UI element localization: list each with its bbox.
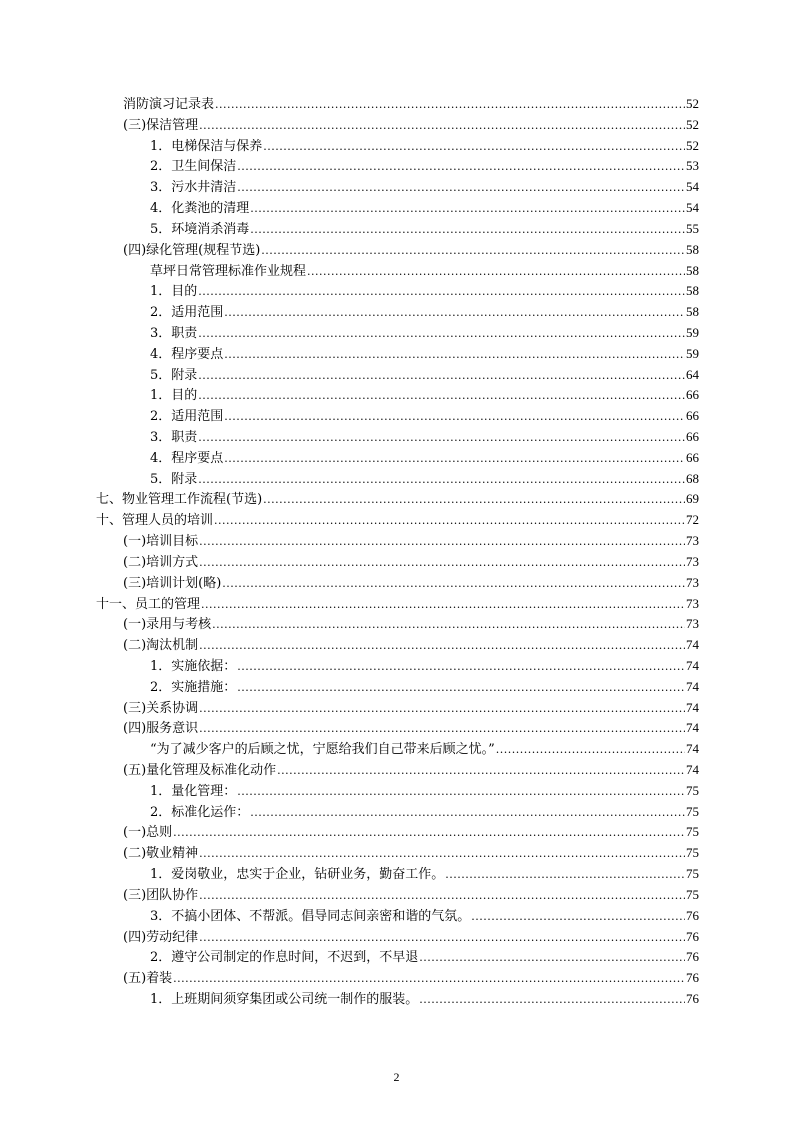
- dot-leader: [173, 823, 685, 844]
- dot-leader: [198, 428, 685, 449]
- toc-entry-title: 4．程序要点: [150, 450, 224, 466]
- toc-entry-page: 55: [686, 220, 699, 236]
- dot-leader: [250, 220, 685, 241]
- toc-entry-page: 76: [686, 970, 699, 986]
- toc-entry-title: 草坪日常管理标准作业规程: [150, 263, 307, 279]
- dot-leader: [199, 844, 685, 865]
- dot-leader: [198, 470, 685, 491]
- dot-leader: [173, 969, 685, 990]
- toc-entry[interactable]: [0, 489, 793, 510]
- dot-leader: [214, 511, 685, 532]
- toc-entry[interactable]: [0, 698, 793, 719]
- toc-entry-page: 73: [686, 616, 699, 632]
- toc-entry-page: 76: [686, 907, 699, 923]
- toc-entry[interactable]: [0, 156, 793, 177]
- toc-entry[interactable]: [0, 385, 793, 406]
- dot-leader: [224, 345, 685, 366]
- toc-entry[interactable]: [0, 885, 793, 906]
- toc-entry[interactable]: [0, 906, 793, 927]
- dot-leader: [199, 886, 685, 907]
- toc-entry-page: 58: [686, 262, 699, 278]
- toc-entry-title: 5．附录: [150, 471, 198, 487]
- toc-entry-page: 66: [686, 387, 699, 403]
- toc-entry-title: (一)录用与考核: [123, 617, 212, 633]
- toc-entry-page: 66: [686, 429, 699, 444]
- toc-entry[interactable]: [0, 614, 793, 635]
- toc-entry-title: 十一、员工的管理: [96, 596, 201, 612]
- toc-entry-title: 1．目的: [150, 284, 198, 300]
- toc-entry[interactable]: [0, 760, 793, 781]
- dot-leader: [419, 948, 685, 969]
- toc-entry-title: 2．适用范围: [150, 409, 224, 425]
- toc-entry[interactable]: [0, 656, 793, 677]
- toc-entry-page: 58: [686, 241, 699, 257]
- toc-entry-title: (三)保洁管理: [123, 117, 199, 133]
- toc-entry-page: 54: [686, 200, 699, 216]
- toc-entry-page: 74: [686, 678, 699, 694]
- dot-leader: [307, 262, 685, 283]
- toc-entry-page: 74: [686, 762, 699, 777]
- toc-entry-title: (四)服务意识: [123, 721, 199, 737]
- toc-entry-page: 66: [686, 408, 699, 424]
- dot-leader: [250, 803, 685, 824]
- toc-entry-title: 5．附录: [150, 367, 198, 383]
- dot-leader: [199, 719, 685, 740]
- dot-leader: [263, 490, 685, 511]
- toc-entry[interactable]: [0, 864, 793, 885]
- toc-entry-title: 1．目的: [150, 388, 198, 404]
- toc-entry-title: 消防演习记录表: [123, 97, 215, 112]
- toc-entry[interactable]: [0, 177, 793, 198]
- toc-entry-page: 75: [686, 782, 699, 798]
- toc-entry[interactable]: [0, 635, 793, 656]
- toc-entry[interactable]: [0, 822, 793, 843]
- dot-leader: [198, 282, 685, 303]
- toc-entry[interactable]: [0, 136, 793, 157]
- toc-entry-title: 4．程序要点: [150, 346, 224, 362]
- toc-entry-page: 75: [686, 886, 699, 902]
- toc-entry-page: 52: [686, 137, 699, 153]
- toc-entry-page: 73: [686, 595, 699, 611]
- toc-entry-title: (二)敬业精神: [123, 846, 199, 862]
- dot-leader: [199, 116, 685, 137]
- toc-entry-page: 76: [686, 990, 699, 1006]
- toc-entry-title: 3．职责: [150, 430, 198, 445]
- dot-leader: [198, 366, 685, 387]
- toc-entry-title: “为了减少客户的后顾之忧，宁愿给我们自己带来后顾之忧。”: [150, 742, 495, 758]
- toc-entry-page: 58: [686, 283, 699, 299]
- toc-entry-title: 七、物业管理工作流程(节选): [96, 492, 263, 508]
- dot-leader: [199, 699, 685, 720]
- toc-entry-page: 54: [686, 179, 699, 195]
- toc-entry[interactable]: [0, 510, 793, 531]
- toc-entry-title: 1．上班期间须穿集团或公司统一制作的服装。: [150, 991, 419, 1007]
- toc-entry-page: 73: [686, 553, 699, 569]
- toc-entry-title: 2．卫生间保洁: [150, 159, 237, 175]
- toc-entry[interactable]: [0, 927, 793, 948]
- toc-entry-page: 59: [686, 324, 699, 340]
- dot-leader: [237, 657, 685, 678]
- toc-entry[interactable]: [0, 469, 793, 490]
- table-of-contents: [0, 94, 793, 1010]
- toc-entry-title: (一)总则: [123, 825, 173, 841]
- toc-entry-page: 74: [686, 657, 699, 673]
- toc-entry-page: 73: [686, 533, 699, 549]
- toc-entry-page: 75: [686, 824, 699, 840]
- toc-entry[interactable]: [0, 843, 793, 864]
- toc-entry-page: 64: [686, 366, 699, 382]
- toc-entry-page: 74: [686, 720, 699, 736]
- dot-leader: [198, 386, 685, 407]
- dot-leader: [201, 595, 685, 616]
- toc-entry-title: (五)着装: [123, 971, 173, 987]
- toc-entry-title: 2．标准化运作：: [150, 804, 250, 820]
- toc-entry-page: 74: [686, 741, 699, 757]
- dot-leader: [199, 928, 685, 949]
- toc-entry-title: 2．实施措施：: [150, 679, 237, 695]
- toc-entry-title: (五)量化管理及标准化动作: [123, 763, 277, 778]
- toc-entry-title: 十、管理人员的培训: [96, 513, 214, 529]
- toc-entry-page: 53: [686, 158, 699, 174]
- toc-entry[interactable]: [0, 365, 793, 386]
- dot-leader: [199, 532, 685, 553]
- toc-entry-page: 73: [686, 574, 699, 590]
- toc-entry-title: 2．遵守公司制定的作息时间，不迟到，不早退: [150, 950, 419, 966]
- dot-leader: [237, 678, 685, 699]
- dot-leader: [199, 553, 685, 574]
- toc-entry-page: 52: [686, 116, 699, 132]
- toc-entry[interactable]: [0, 302, 793, 323]
- toc-entry[interactable]: [0, 802, 793, 823]
- toc-entry[interactable]: [0, 718, 793, 739]
- toc-entry-title: (三)团队协作: [123, 887, 199, 903]
- toc-entry-page: 74: [686, 699, 699, 715]
- toc-entry-title: 3．不搞小团体、不帮派。倡导同志间亲密和谐的气氛。: [150, 908, 471, 924]
- toc-entry-page: 75: [686, 803, 699, 819]
- toc-entry[interactable]: [0, 573, 793, 594]
- toc-entry-title: (二)淘汰机制: [123, 638, 199, 654]
- toc-entry[interactable]: [0, 94, 793, 115]
- toc-entry[interactable]: [0, 261, 793, 282]
- toc-entry[interactable]: [0, 344, 793, 365]
- dot-leader: [199, 636, 685, 657]
- dot-leader: [237, 157, 685, 178]
- toc-entry-page: 76: [686, 949, 699, 965]
- dot-leader: [419, 990, 685, 1011]
- dot-leader: [263, 137, 685, 158]
- toc-entry-title: (三)培训计划(略): [123, 575, 222, 591]
- page-number: 2: [393, 1070, 400, 1084]
- toc-entry-page: 69: [686, 491, 699, 507]
- dot-leader: [496, 740, 685, 761]
- toc-entry[interactable]: [0, 781, 793, 802]
- dot-leader: [224, 407, 685, 428]
- toc-entry-title: 3．职责: [150, 325, 198, 341]
- toc-entry-title: (四)绿化管理(规程节选): [123, 242, 261, 258]
- toc-entry-page: 66: [686, 449, 699, 465]
- toc-entry-title: (二)培训方式: [123, 554, 199, 570]
- dot-leader: [215, 95, 685, 116]
- dot-leader: [237, 178, 685, 199]
- toc-entry[interactable]: [0, 677, 793, 698]
- toc-entry-page: 52: [686, 96, 699, 111]
- toc-entry[interactable]: [0, 281, 793, 302]
- toc-entry-title: (三)关系协调: [123, 700, 199, 716]
- toc-entry[interactable]: [0, 198, 793, 219]
- toc-entry[interactable]: [0, 552, 793, 573]
- toc-entry[interactable]: [0, 947, 793, 968]
- toc-entry-page: 76: [686, 928, 699, 944]
- toc-entry[interactable]: [0, 115, 793, 136]
- dot-leader: [250, 199, 685, 220]
- dot-leader: [471, 907, 685, 928]
- toc-entry[interactable]: [0, 427, 793, 448]
- toc-entry[interactable]: [0, 448, 793, 469]
- dot-leader: [222, 574, 685, 595]
- toc-entry-title: (四)劳动纪律: [123, 929, 199, 945]
- toc-entry-page: 75: [686, 845, 699, 861]
- toc-entry-title: 4．化粪池的清理: [150, 201, 250, 217]
- toc-entry[interactable]: [0, 219, 793, 240]
- toc-entry-title: 1．量化管理：: [150, 783, 237, 799]
- toc-entry[interactable]: [0, 989, 793, 1010]
- toc-entry[interactable]: [0, 531, 793, 552]
- toc-entry[interactable]: [0, 323, 793, 344]
- dot-leader: [224, 303, 685, 324]
- toc-entry-page: 72: [686, 512, 699, 528]
- dot-leader: [261, 241, 685, 262]
- toc-entry-page: 58: [686, 304, 699, 320]
- toc-entry-title: 1．实施依据：: [150, 658, 237, 674]
- toc-entry[interactable]: [0, 240, 793, 261]
- toc-entry-title: 1．电梯保洁与保养: [150, 138, 263, 154]
- dot-leader: [445, 865, 685, 886]
- dot-leader: [237, 782, 685, 803]
- toc-entry-page: 75: [686, 866, 699, 882]
- dot-leader: [198, 324, 685, 345]
- toc-entry-title: 5．环境消杀消毒: [150, 221, 250, 237]
- toc-entry-title: (一)培训目标: [123, 534, 199, 550]
- toc-entry[interactable]: [0, 968, 793, 989]
- toc-entry[interactable]: [0, 594, 793, 615]
- toc-entry-title: 3．污水井清洁: [150, 180, 237, 196]
- toc-entry-title: 1．爱岗敬业，忠实于企业，钻研业务，勤奋工作。: [150, 867, 445, 883]
- toc-entry-title: 2．适用范围: [150, 305, 224, 321]
- toc-entry-page: 59: [686, 345, 699, 361]
- toc-entry-page: 74: [686, 637, 699, 653]
- dot-leader: [277, 761, 685, 782]
- toc-entry[interactable]: [0, 739, 793, 760]
- dot-leader: [212, 615, 685, 636]
- toc-entry[interactable]: [0, 406, 793, 427]
- toc-entry-page: 68: [686, 470, 699, 486]
- dot-leader: [224, 449, 685, 470]
